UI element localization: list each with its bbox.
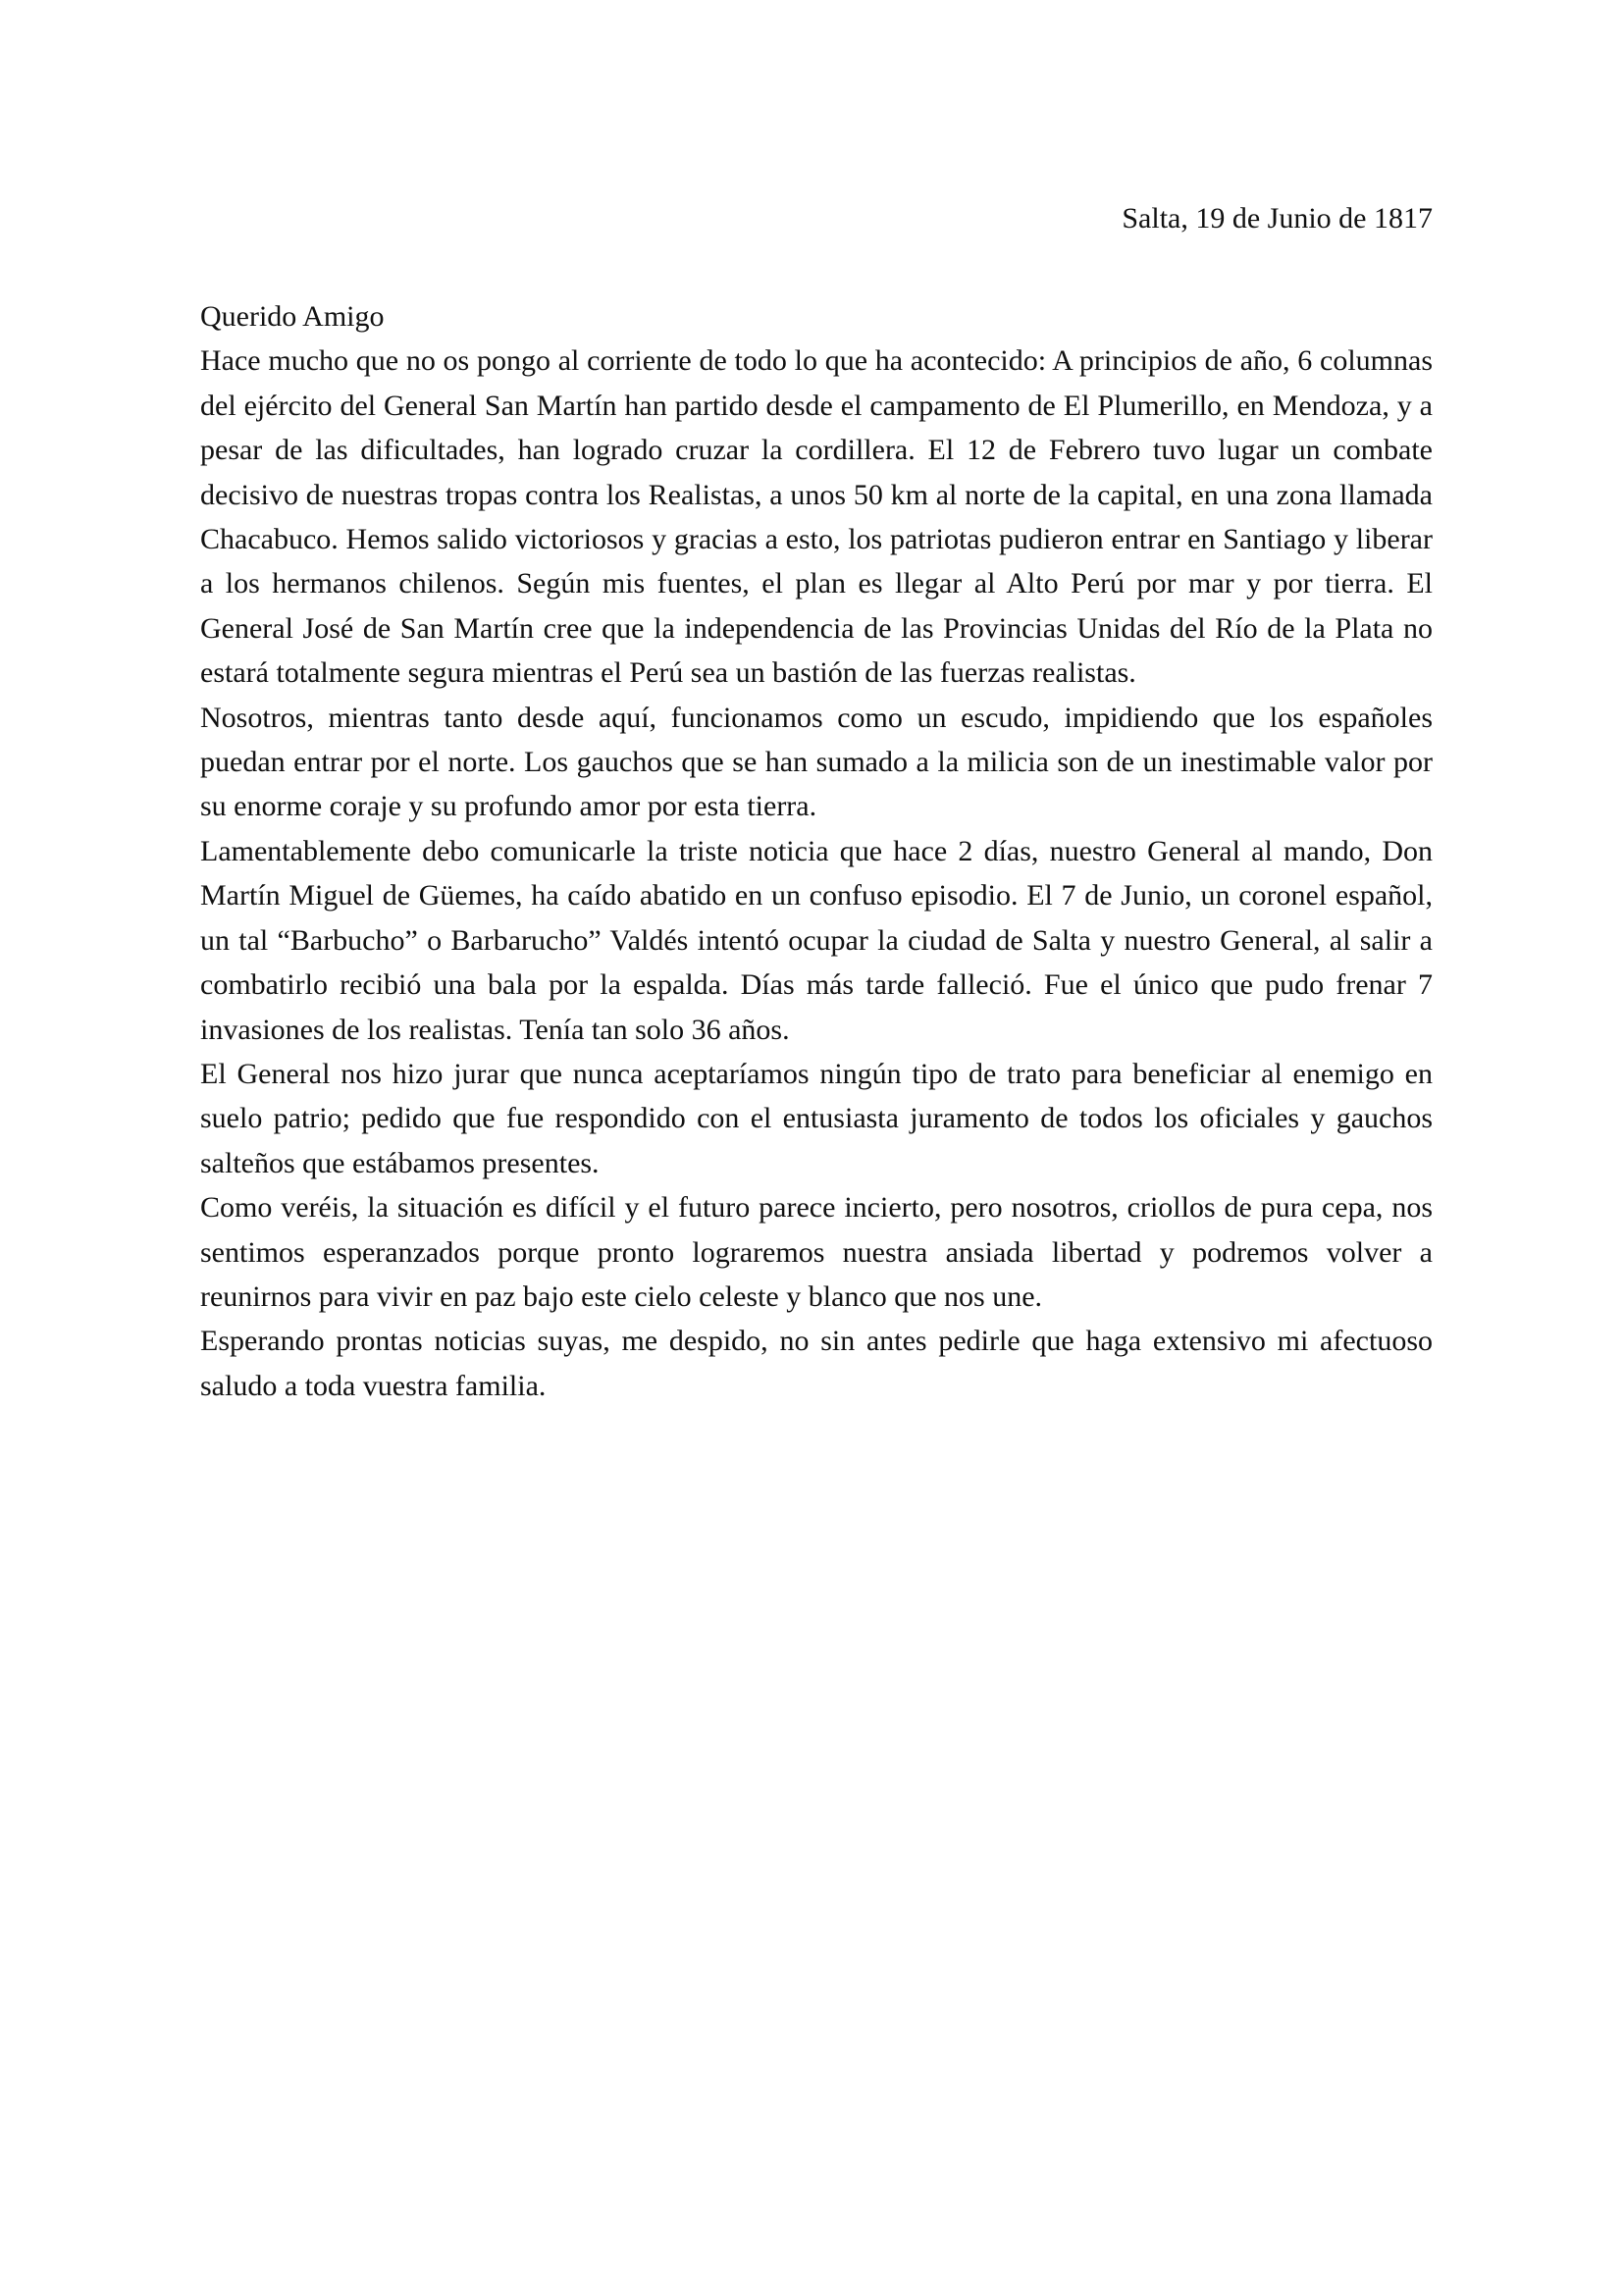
paragraph-farewell: Esperando prontas noticias suyas, me despido, no sin antes pedirle que haga extensivo mi afectuoso saludo a toda vuestra familia. — [200, 1325, 1433, 1402]
paragraph-shield: Nosotros, mientras tanto desde aquí, funcionamos como un escudo, impidiendo que los españoles puedan entrar por el norte. Los gauchos que se han sumado a la milicia son de un inestimable valor por su enorme coraje y su profundo amor por esta tierra. — [200, 701, 1433, 823]
letter-date: Salta, 19 de Junio de 1817 — [1122, 202, 1433, 235]
paragraph-oath: El General nos hizo jurar que nunca aceptaríamos ningún tipo de trato para beneficiar al enemigo en suelo patrio; pedido que fue respondido con el entusiasta juramento de todos los oficiales y gauchos salteños que estábamos presentes. — [200, 1057, 1433, 1179]
paragraph-hope: Como veréis, la situación es difícil y el futuro parece incierto, pero nosotros, criollos de pura cepa, nos sentimos esperanzados porque pronto lograremos nuestra ansiada libertad y podremos volver a reunirnos para vivir en paz bajo este cielo celeste y blanco que nos une. — [200, 1191, 1433, 1313]
letter-body — [200, 294, 1433, 1408]
paragraph-guemes-news: Lamentablemente debo comunicarle la triste noticia que hace 2 días, nuestro General al mando, Don Martín Miguel de Güemes, ha caído abatido en un confuso episodio. El 7 de Junio, un coronel español, un tal “Barbucho” o Barbarucho” Valdés intentó ocupar la ciudad de Salta y nuestro General, al salir a combatirlo recibió una bala por la espalda. Días más tarde falleció. Fue el único que pudo frenar 7 invasiones de los realistas. Tenía tan solo 36 años. — [200, 834, 1433, 1046]
paragraph-campaign: Hace mucho que no os pongo al corriente de todo lo que ha acontecido: A principios de año, 6 columnas del ejército del General San Martín han partido desde el campamento de El Plumerillo, en Mendoza, y a pesar de las dificultades, han logrado cruzar la cordillera. El 12 de Febrero tuvo lugar un combate decisivo de nuestras tropas contra los Realistas, a unos 50 km al norte de la capital, en una zona llamada Chacabuco. Hemos salido victoriosos y gracias a esto, los patriotas pudieron entrar en Santiago y liberar a los hermanos chilenos. Según mis fuentes, el plan es llegar al Alto Perú por mar y por tierra. El General José de San Martín cree que la independencia de las Provincias Unidas del Río de la Plata no estará totalmente segura mientras el Perú sea un bastión de las fuerzas realistas. — [200, 344, 1433, 690]
letter-greeting: Querido Amigo — [200, 300, 385, 333]
